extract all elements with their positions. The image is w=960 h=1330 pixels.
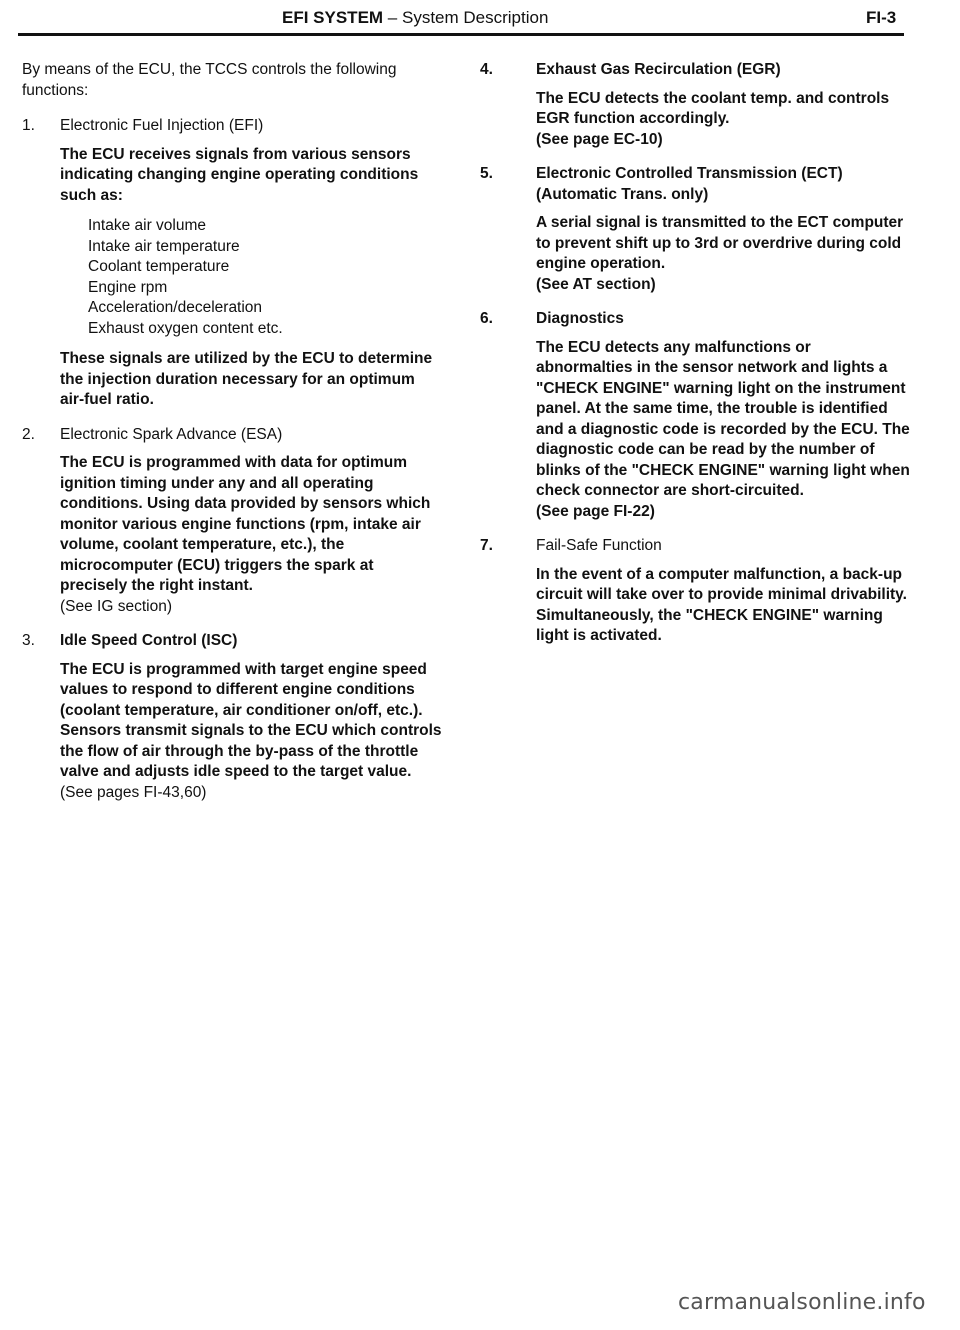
header-title-bold: EFI SYSTEM (282, 8, 384, 27)
list-item-ect (480, 164, 910, 295)
list-item-diagnostics (480, 309, 910, 522)
item-paragraph: The ECU detects any malfunctions or abnormalties in the sensor network and lights a "CHECK ENGINE" warning light on the instrument panel. At the same time, the trouble is identified and a diagnostic code is recorded by the ECU. The diagnostic code can be read by the number of blinks of the "CHECK ENGINE" warning light when check connector are short-circuited. (536, 338, 910, 499)
item-number: 3. (22, 632, 35, 649)
left-column (22, 116, 442, 817)
list-item-esa (22, 425, 442, 618)
item-reference: (See page EC-10) (536, 130, 663, 148)
header-rule (18, 33, 904, 36)
item-number: 5. (480, 165, 493, 182)
list-item: Intake air temperature (88, 237, 240, 255)
intro-paragraph: By means of the ECU, the TCCS controls the following functions: (22, 61, 397, 99)
item-paragraph: A serial signal is transmitted to the ECT computer to prevent shift up to 3rd or overdrive during cold engine operation. (536, 214, 904, 272)
item-paragraph: These signals are utilized by the ECU to determine the injection duration necessary for an optimum air-fuel ratio. (60, 350, 433, 408)
watermark-text: carmanualsonline.info (678, 1290, 926, 1315)
page-number: FI-3 (866, 8, 897, 27)
item-reference: (See page FI-22) (536, 502, 655, 520)
list-item-efi (22, 116, 442, 411)
list-item-egr (480, 60, 910, 150)
item-number: 1. (22, 117, 35, 134)
item-title: Idle Speed Control (ISC) (60, 632, 238, 649)
list-item: Intake air volume (88, 217, 207, 234)
item-paragraph: The ECU is programmed with target engine speed values to respond to different engine conditions (coolant temperature, air conditioner on/off, etc.). Sensors transmit signals to the ECU which controls the flow of air through the by-pass of the throttle valve and adjusts idle speed to the target value. (60, 660, 442, 780)
item-title: Exhaust Gas Recirculation (EGR) (536, 61, 781, 78)
item-number: 6. (480, 310, 493, 327)
list-item-failsafe (480, 536, 910, 647)
item-reference: (See IG section) (60, 597, 172, 615)
item-number: 4. (480, 61, 493, 78)
item-title: Electronic Spark Advance (ESA) (60, 425, 283, 443)
list-item-isc (22, 631, 442, 803)
item-title: Electronic Controlled Transmission (ECT) (Automatic Trans. only) (536, 165, 843, 203)
item-paragraph: In the event of a computer malfunction, a back-up circuit will take over to provide minimal drivability. Simultaneously, the "CHECK ENGINE" warning light is activated. (536, 565, 907, 644)
right-column (480, 60, 910, 661)
item-reference: (See AT section) (536, 275, 656, 293)
list-item: Engine rpm (88, 278, 168, 296)
item-paragraph: The ECU receives signals from various sensors indicating changing engine operating conditions such as: (60, 145, 419, 204)
item-paragraph: The ECU is programmed with data for optimum ignition timing under any and all operating conditions. Using data provided by sensors which monitor various engine functions (rpm, intake air volume, coolant temperature, etc.), the microcomputer (ECU) triggers the spark at precisely the right instant. (60, 454, 431, 594)
header-title-rest: – System Description (383, 8, 549, 27)
item-number: 2. (22, 425, 35, 443)
item-reference: (See pages FI-43,60) (60, 783, 207, 801)
list-item: Exhaust oxygen content etc. (88, 319, 283, 337)
item-title: Electronic Fuel Injection (EFI) (60, 117, 264, 134)
item-paragraph: The ECU detects the coolant temp. and controls EGR function accordingly. (536, 89, 890, 127)
item-number: 7. (480, 537, 493, 554)
page-header-title (282, 8, 548, 28)
signal-list (88, 216, 442, 339)
list-item: Acceleration/deceleration (88, 299, 263, 316)
item-title: Diagnostics (536, 310, 624, 327)
list-item: Coolant temperature (88, 258, 230, 275)
item-title: Fail-Safe Function (536, 537, 662, 554)
